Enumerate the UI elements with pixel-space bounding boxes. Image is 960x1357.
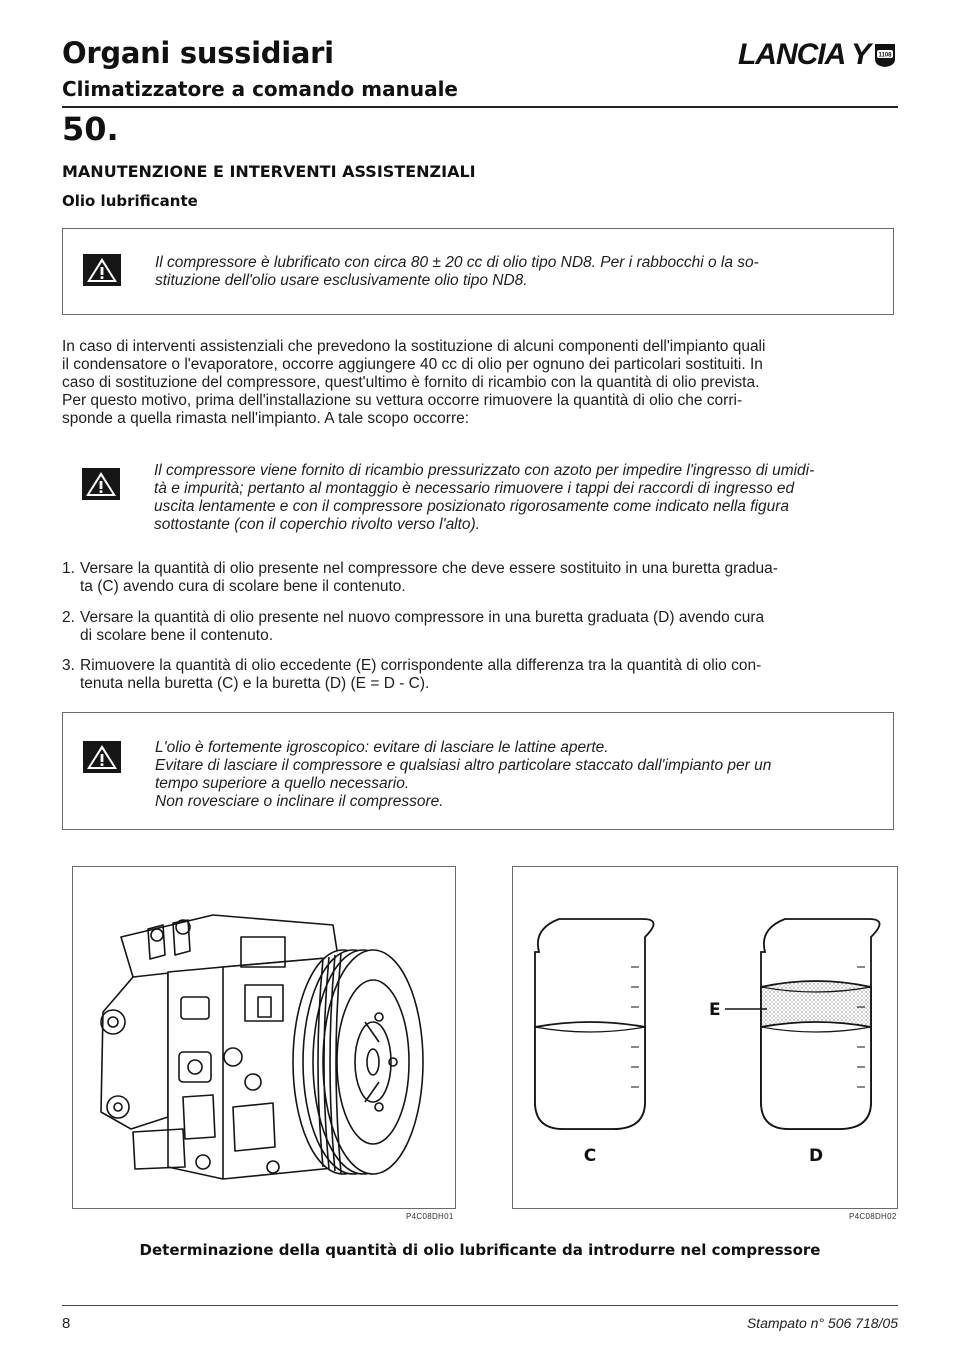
step-line: di scolare bene il contenuto.	[80, 627, 274, 644]
warning-box	[62, 712, 894, 830]
brand-logo-icon	[872, 42, 898, 68]
warning-note	[62, 462, 898, 542]
subsection-heading: Olio lubrificante	[62, 192, 198, 210]
warning-line: tempo superiore a quello necessario.	[155, 775, 410, 792]
step-line: Rimuovere la quantità di olio eccedente (E) corrispondente alla differenza tra la quantità di olio con-	[80, 657, 762, 674]
warning-line: uscita lentamente e con il compressore posizionato rigorosamente come indicato nella figura	[154, 498, 789, 515]
step-number: 1.	[62, 560, 75, 577]
warning-text	[155, 254, 883, 290]
brand-name: LANCIA Y	[737, 38, 870, 71]
step-number: 2.	[62, 609, 75, 626]
step-line: tenuta nella buretta (C) e la buretta (D) (E = D - C).	[80, 675, 430, 692]
warning-line: Il compressore è lubrificato con circa 80 ± 20 cc di olio tipo ND8. Per i rabbocchi o la so-	[155, 254, 759, 271]
page-number: 8	[62, 1315, 71, 1332]
warning-line: tà e impurità; pertanto al montaggio è necessario rimuovere i tappi dei raccordi di ingresso ed	[154, 480, 795, 497]
warning-line: Non rovesciare o inclinare il compressore.	[155, 793, 444, 810]
beaker-d	[761, 919, 880, 1129]
warning-line: sottostante (con il coperchio rivolto verso l'alto).	[154, 516, 481, 533]
brand	[738, 38, 898, 72]
print-reference: Stampato n° 506 718/05	[746, 1315, 898, 1331]
label-d: D	[808, 1146, 824, 1166]
warning-triangle-icon	[82, 468, 120, 500]
step-number: 3.	[62, 657, 75, 674]
warning-triangle-icon	[83, 254, 121, 286]
warning-text	[155, 739, 883, 811]
logo-text: 1108	[878, 52, 892, 59]
figure-code: P4C08DH02	[849, 1212, 897, 1221]
chapter-number: 50.	[62, 110, 119, 148]
list-item	[62, 560, 898, 596]
paragraph-line: il condensatore o l'evaporatore, occorre aggiungere 40 cc di olio per ognuno dei particolari sostituiti. In	[62, 356, 763, 373]
paragraph-line: sponde a quella rimasta nell'impianto. A tale scopo occorre:	[62, 410, 470, 427]
page-header	[62, 36, 898, 108]
figure-compressor	[72, 866, 456, 1209]
footer-rule	[62, 1305, 898, 1306]
subsection-header: Climatizzatore a comando manuale	[62, 77, 458, 101]
beaker-illustration	[513, 867, 897, 1208]
step-line: Versare la quantità di olio presente nel compressore che deve essere sostituito in una buretta gradua-	[80, 560, 778, 577]
paragraph-line: In caso di interventi assistenziali che prevedono la sostituzione di alcuni componenti dell'impianto quali	[62, 338, 766, 355]
paragraph-line: caso di sostituzione del compressore, quest'ultimo è fornito di ricambio con la quantità di olio prevista.	[62, 374, 760, 391]
warning-line: Evitare di lasciare il compressore e qualsiasi altro particolare staccato dall'impianto per un	[155, 757, 772, 774]
step-line: Versare la quantità di olio presente nel nuovo compressore in una buretta graduata (D) avendo cura	[80, 609, 765, 626]
beaker-c	[535, 919, 654, 1129]
figure-code: P4C08DH01	[406, 1212, 454, 1221]
section-heading: MANUTENZIONE E INTERVENTI ASSISTENZIALI	[62, 162, 476, 181]
warning-line: Il compressore viene fornito di ricambio pressurizzato con azoto per impedire l'ingresso di umidi-	[154, 462, 815, 479]
warning-line: L'olio è fortemente igroscopico: evitare di lasciare le lattine aperte.	[155, 739, 609, 756]
warning-triangle-icon	[83, 741, 121, 773]
list-item	[62, 657, 898, 693]
label-c: C	[583, 1146, 597, 1166]
warning-text	[154, 462, 898, 534]
figure-beakers	[512, 866, 898, 1209]
paragraph-line: Per questo motivo, prima dell'installazione su vettura occorre rimuovere la quantità di olio che corri-	[62, 392, 743, 409]
step-line: ta (C) avendo cura di scolare bene il contenuto.	[80, 578, 406, 595]
warning-box	[62, 228, 894, 315]
figure-caption: Determinazione della quantità di olio lubrificante da introdurre nel compressore	[139, 1241, 821, 1259]
compressor-illustration	[73, 867, 455, 1208]
label-e: E	[709, 1000, 721, 1020]
intro-paragraph	[62, 338, 898, 428]
warning-line: stituzione dell'olio usare esclusivamente olio tipo ND8.	[155, 272, 528, 289]
list-item	[62, 609, 898, 645]
section-title-header: Organi sussidiari	[62, 36, 334, 70]
header-rule	[62, 106, 898, 108]
